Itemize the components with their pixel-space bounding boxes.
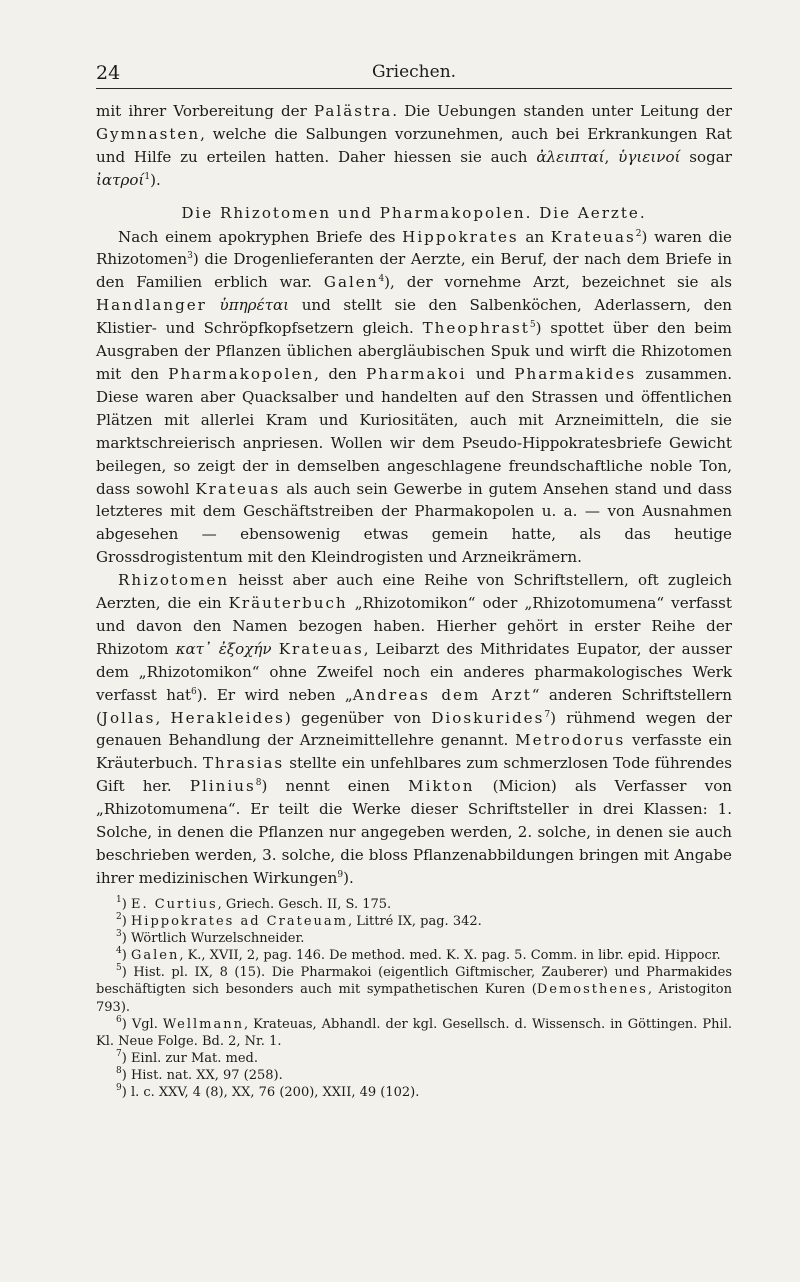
greek-term: ὑγιεινοί — [618, 147, 681, 166]
footnote-9: $^9$) l. c. XXV, 4 (8), XX, 76 (200), XXII, 49 (102). — [116, 1083, 420, 1101]
page-header — [96, 60, 732, 86]
term-rhizotomen: Rhizotomen — [118, 571, 230, 590]
term-pharmakoi: Pharmakoi — [366, 364, 467, 383]
footnote-3: $^3$) Wörtlich Wurzelschneider. — [116, 929, 305, 947]
header-rule — [96, 88, 732, 89]
footnote-4: $^4$) Galen, K., XVII, 2, pag. 146. De method. med. K. X. pag. 5. Comm. in libr. epid. Hippocr. — [116, 946, 721, 964]
footnote-8: $^8$) Hist. nat. XX, 97 (258). — [116, 1065, 283, 1083]
name-theophrast: Theophrast — [422, 319, 530, 338]
paragraph-intro: mit ihrer Vorbereitung der Palästra. Die Uebungen standen unter Leitung der Gymnasten, welche die Salbungen vorzunehmen, auch bei Erkrankungen Rat und Hilfe zu erteilen hatten. Daher hiessen sie auch ἀλειπταί, ὑγιεινοί sogar ἰατροί$^1$). — [96, 102, 733, 189]
footnote-ref: 4 — [378, 274, 385, 285]
running-title: Griechen. — [371, 62, 457, 82]
footnote-5: $^5$) Hist. pl. IX, 8 (15). Die Pharmakoi (eigentlich Giftmischer, Zauberer) und Pharmakides beschäftigten sich besonders auch mit sympathetischen Kuren (Demosthenes, Aristogiton 793). — [96, 963, 732, 1015]
name-galen: Galen — [323, 273, 379, 292]
footnote-ref: 3 — [187, 251, 193, 262]
name-krateuas: Krateuas — [278, 639, 364, 658]
name-andreas: Andreas dem Arzt — [352, 685, 532, 704]
footnote-2: $^2$) Hippokrates ad Crateuam, Littré IX, pag. 342. — [116, 912, 482, 930]
name-dioskurides: Dioskurides — [431, 708, 545, 727]
name-mikton: Mikton — [408, 777, 475, 796]
paragraph-schriftsteller: Rhizotomen heisst aber auch eine Reihe von Schriftstellern, oft zugleich Aerzten, die ein Kräuterbuch „Rhizotomikon“ oder „Rhizotomumena“ verfasst und davon den Namen bezogen haben. Hierher gehört in erster Reihe der Rhizotom κατ᾽ ἐξοχήν Krateuas, Leibarzt des Mithridates Eupator, der ausser dem „Rhizotomikon“ ohne Zweifel noch ein anderes pharmakologisches Werk verfasst hat$^6$). Er wird neben „Andreas dem Arzt“ anderen Schriftstellern (Jollas, Herakleides) gegenüber von Dioskurides$^7$) rühmend wegen der genauen Behandlung der Arzneimittellehre genannt. Metrodorus verfasste ein Kräuterbuch. Thrasias stellte ein unfehlbares zum schmerzlosen Tode führendes Gift her. Plinius$^8$) nennt einen Mikton (Micion) als Verfasser von „Rhizotomumena“. Er teilt die Werke dieser Schriftsteller in drei Klassen: 1. Solche, in denen die Pflanzen nur angegeben werden, 2. solche, in denen sie auch beschrieben werden, 3. solche, die bloss Pflanzenabbildungen bringen mit Angabe ihrer medizinischen Wirkungen$^9$). — [96, 571, 733, 887]
footnote-ref: 5 — [529, 320, 536, 331]
greek-term: ἰατροί — [96, 170, 145, 189]
footnote-7: $^7$) Einl. zur Mat. med. — [116, 1048, 258, 1066]
footnote-ref: 9 — [337, 869, 344, 880]
greek-term: κατ᾽ ἐξοχήν — [175, 639, 272, 658]
footnote-1: $^1$) E. Curtius, Griech. Gesch. II, S. 175. — [116, 895, 392, 912]
footnote-6: $^6$) Vgl. Wellmann, Krateuas, Abhandl. der kgl. Gesellsch. d. Wissensch. in Göttingen. Phil. Kl. Neue Folge. Bd. 2, Nr. 1. — [96, 1014, 732, 1049]
term-gymnasten: Gymnasten — [96, 124, 201, 143]
footnote-ref: 7 — [544, 709, 551, 720]
page-number: 24 — [96, 62, 121, 84]
name-jollas: Jollas — [101, 708, 156, 727]
greek-term: ἀλειπταί — [536, 147, 605, 166]
footnote-ref: 1 — [144, 171, 151, 182]
term-palaestra: Palästra — [313, 102, 393, 120]
term-pharmakopolen: Pharmakopolen — [168, 364, 315, 383]
name-plinius: Plinius — [189, 777, 256, 796]
section-heading: Die Rhizotomen und Pharmakopolen. Die Aerzte. — [181, 203, 647, 222]
name-thrasias: Thrasias — [202, 754, 285, 773]
footnote-ref: 2 — [635, 228, 642, 239]
paragraph-rhizotomen: Nach einem apokryphen Briefe des Hippokrates an Krateuas$^2$) waren die Rhizotomen$^3$) die Drogenlieferanten der Aerzte, ein Beruf, der nach dem Briefe in den Familien erblich war. Galen$^4$), der vornehme Arzt, bezeichnet sie als Handlanger ὑπηρέται und stellt sie den Salbenköchen, Aderlassern, den Klistier- und Schröpfkopfsetzern gleich. Theophrast$^5$) spottet über den beim Ausgraben der Pflanzen üblichen abergläubischen Spuk und wirft die Rhizotomen mit den Pharmakopolen, den Pharmakoi und Pharmakides zusammen. Diese waren aber Quacksalber und handelten auf den Strassen und öffentlichen Plätzen mit allerlei Kram und Kuriositäten, auch mit Arzneimitteln, die sie marktschreierisch anpriesen. Wollen wir dem Pseudo-Hippokratesbriefe Gewicht beilegen, so zeigt der in demselben angeschlagene freundschaftliche noble Ton, dass sowohl Krateuas als auch sein Gewerbe in gutem Ansehen stand und dass letzteres mit dem Geschäftstreiben der Pharmakopolen u. a. — von Ausnahmen abgesehen — ebensowenig etwas gemein hatte, als das heutige Grossdrogistentum mit den Kleindrogisten und Arzneikrämern. — [96, 227, 733, 567]
footnotes — [96, 896, 732, 1101]
term-pharmakides: Pharmakides — [514, 364, 637, 383]
name-krateuas: Krateuas — [550, 227, 636, 246]
footnote-ref: 8 — [255, 778, 262, 789]
footnote-ref: 6 — [191, 686, 197, 697]
term-kraeuterbuch: Kräuterbuch — [228, 594, 348, 613]
term-handlanger: Handlanger — [96, 296, 207, 315]
greek-term: ὑπηρέται — [219, 296, 290, 315]
name-krateuas: Krateuas — [195, 479, 281, 498]
name-hippokrates: Hippokrates — [402, 227, 519, 246]
name-metrodorus: Metrodorus — [515, 731, 626, 750]
name-herakleides: Herakleides — [170, 708, 285, 727]
main-text — [96, 100, 732, 890]
